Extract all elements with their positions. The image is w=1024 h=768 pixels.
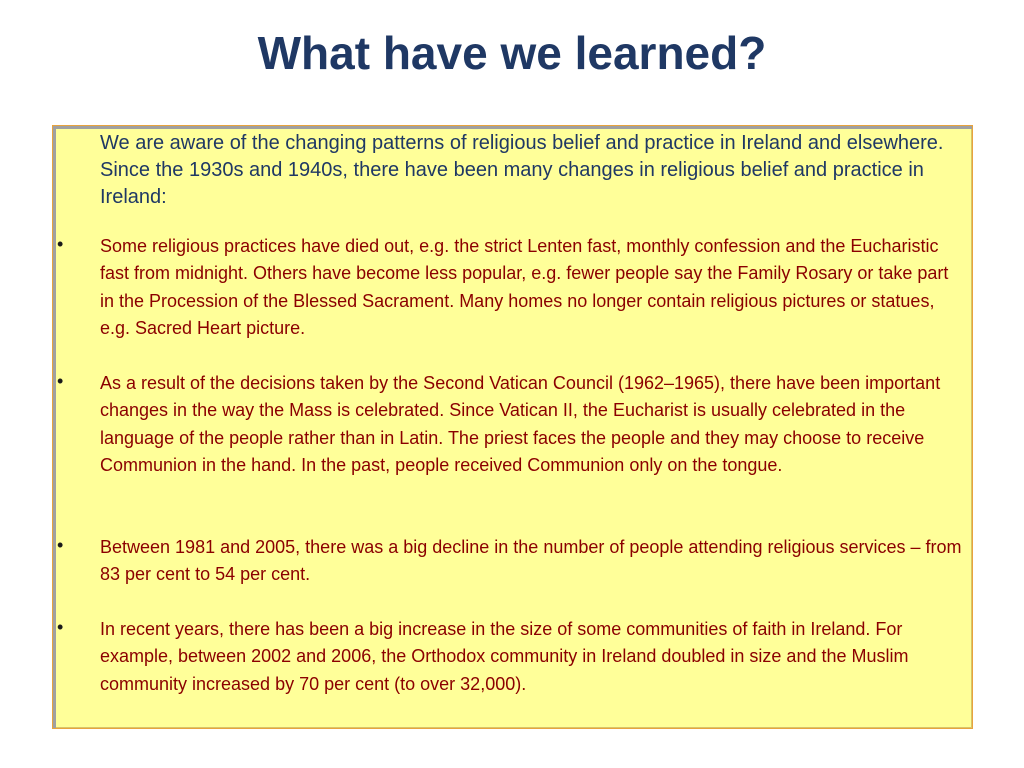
bullet-item-practices: Some religious practices have died out, e.g. the strict Lenten fast, monthly confession and the Eucharistic fast from midnight. Others have become less popular, e.g. fewer people say the Family Rosary or take part in the Procession of the Blessed Sacrament. Many homes no longer contain religious pictures or statues, e.g. Sacred Heart picture. (100, 236, 949, 338)
bullet-item-vatican: As a result of the decisions taken by the Second Vatican Council (1962–1965), there have been important changes in the way the Mass is celebrated. Since Vatican II, the Eucharist is usually celebrated in the language of the people rather than in Latin. The priest faces the people and they may choose to receive Communion in the hand. In the past, people received Communion only on the tongue. (100, 373, 941, 475)
intro-paragraph: We are aware of the changing patterns of religious belief and practice in Ireland and elsewhere. Since the 1930s and 1940s, there have been many changes in religious belief and practice in Ireland: (100, 132, 944, 208)
slide-title: What have we learned? (257, 27, 767, 79)
bullet-icon: • (57, 535, 64, 555)
bullet-icon: • (57, 234, 64, 254)
bullet-item-attendance: Between 1981 and 2005, there was a big decline in the number of people attending religious services – from 83 per cent to 54 per cent. (100, 537, 962, 585)
bullet-item-communities: In recent years, there has been a big increase in the size of some communities of faith in Ireland. For example, between 2002 and 2006, the Orthodox community in Ireland doubled in size and the Muslim community increased by 70 per cent (to over 32,000). (100, 619, 909, 694)
bullet-icon: • (57, 617, 64, 637)
bullet-icon: • (57, 371, 64, 391)
